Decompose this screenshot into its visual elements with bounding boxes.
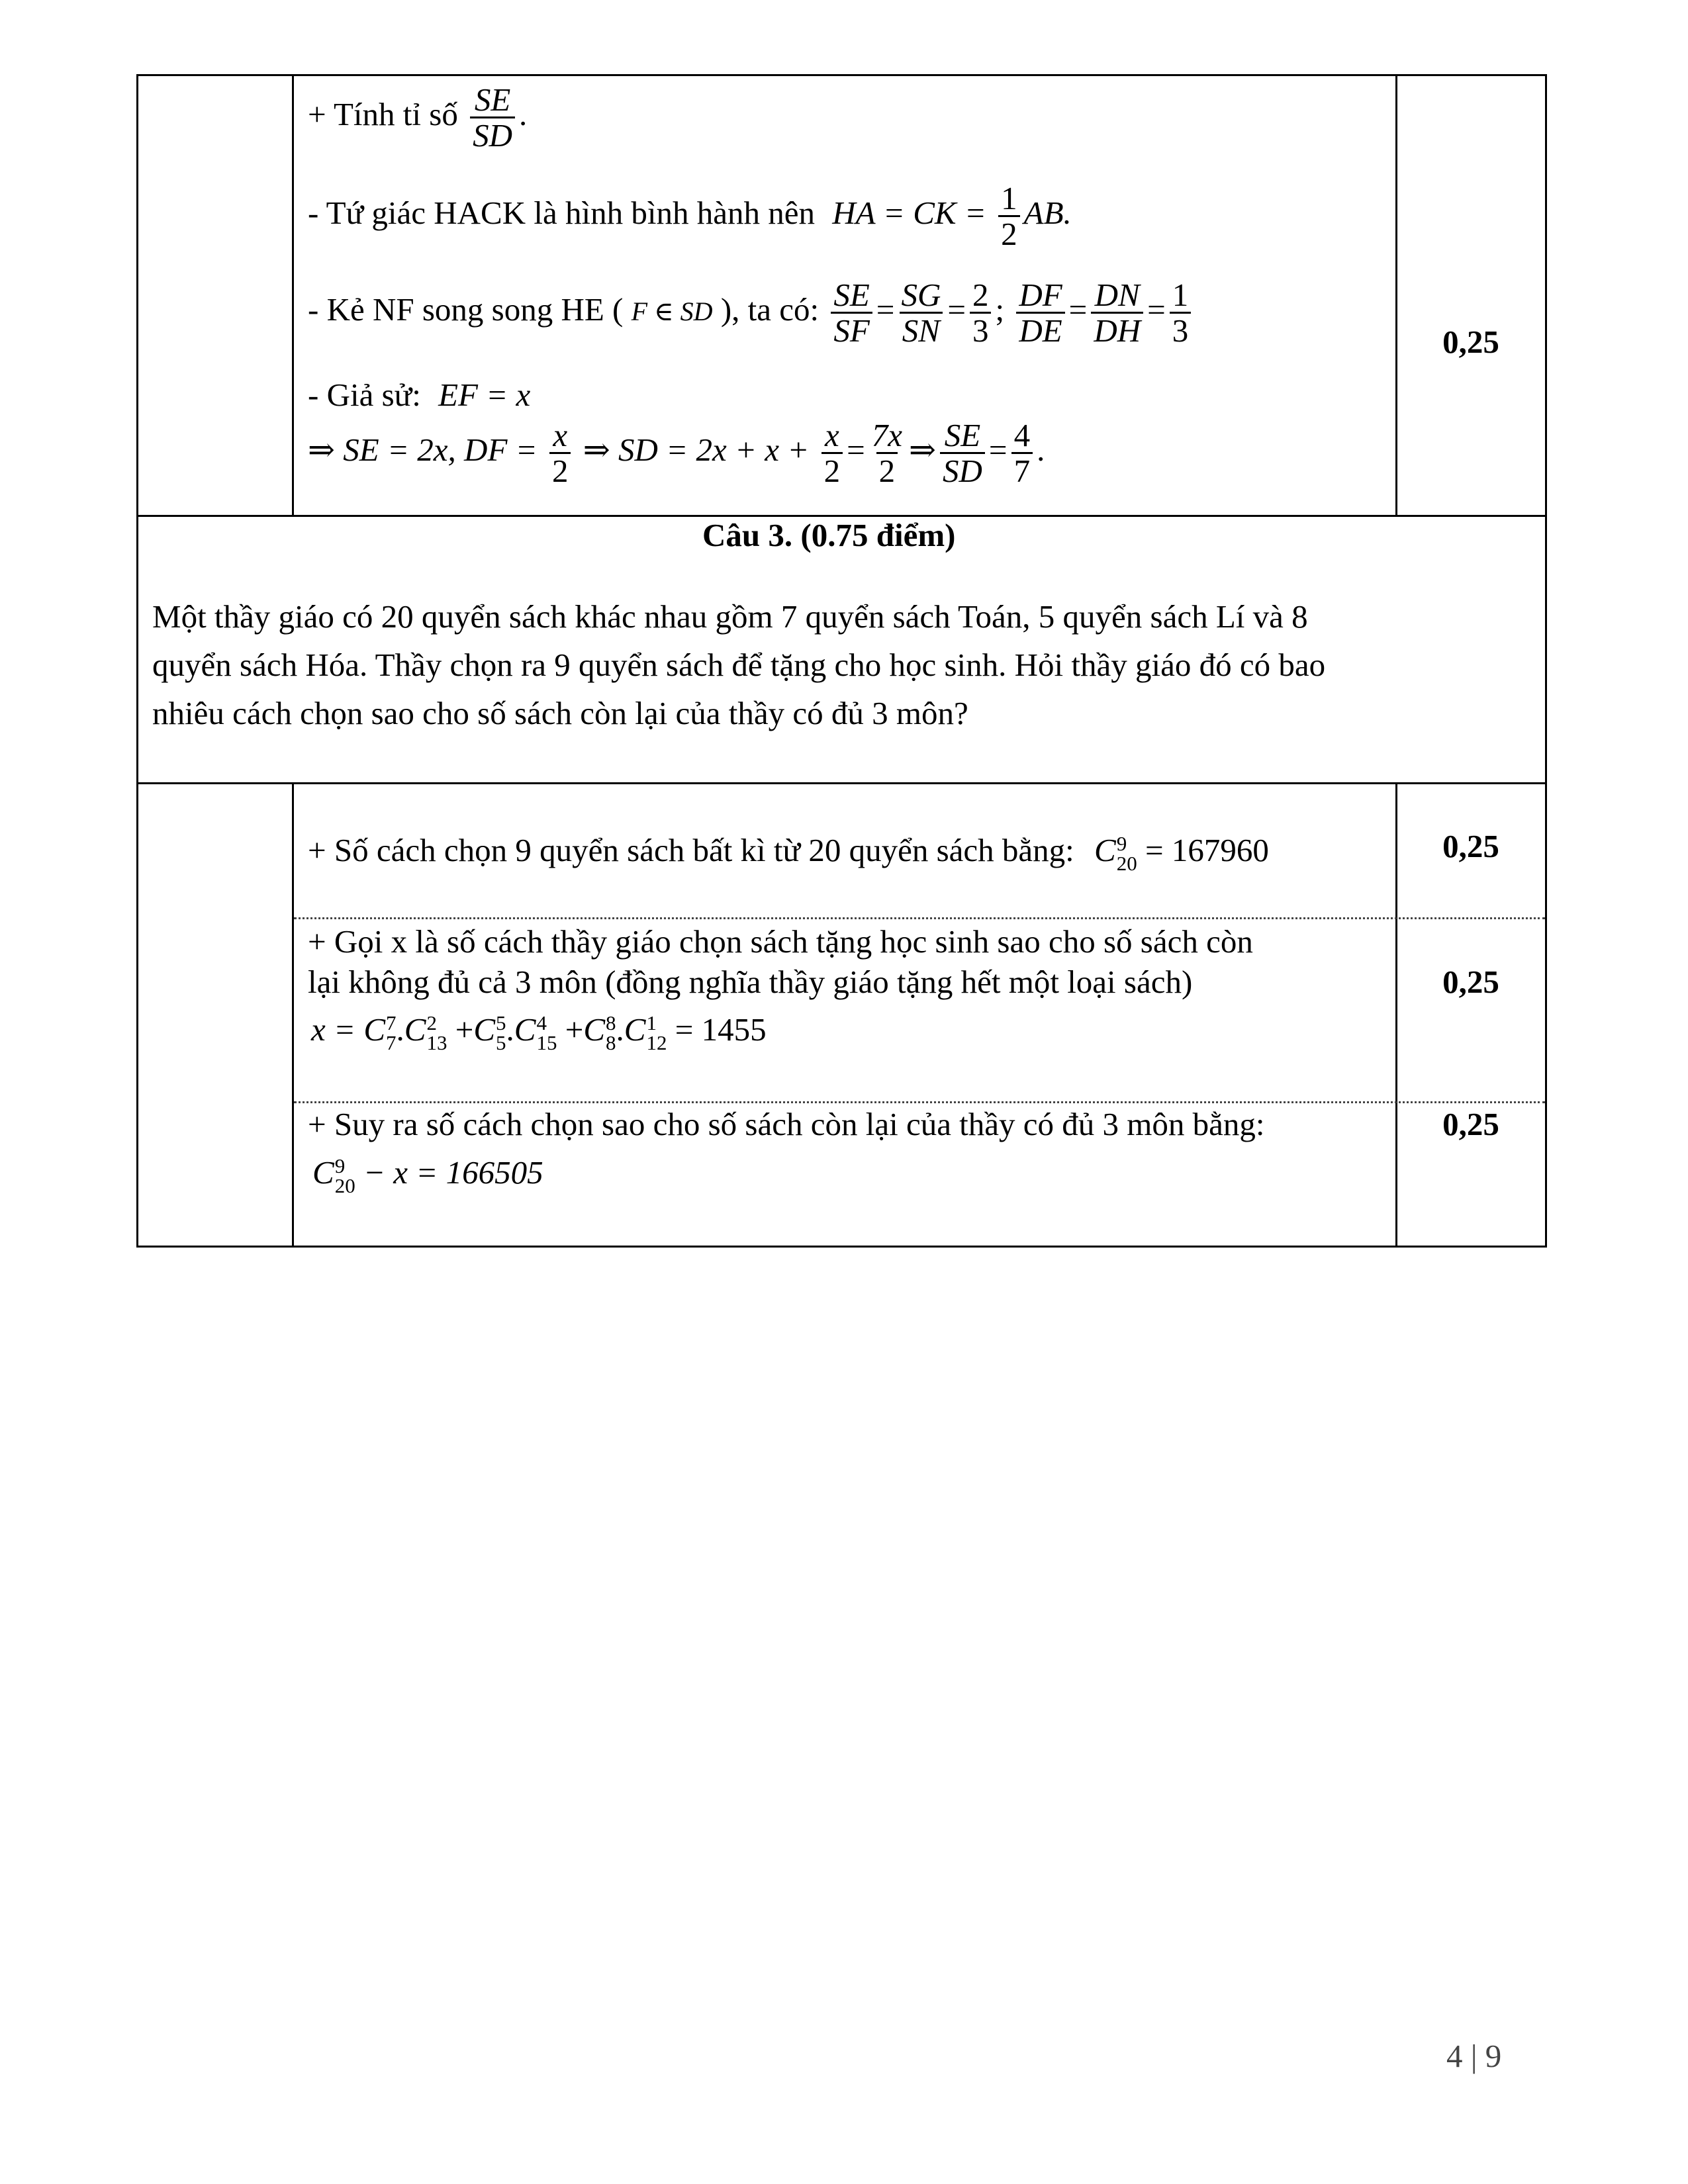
table-border-bottom [136,1246,1546,1248]
answer-row1: + Số cách chọn 9 quyển sách bất kì từ 20 quyển sách bằng: C 9 20 = 167960 [308,832,1269,875]
binom-20-9: 9 20 [1116,832,1137,875]
frac-se-sd-result: $\frac{SE}{SD}$ [940,418,985,488]
answer-row2-score: 0,25 [1442,964,1499,1000]
frac-x-2: $\frac{x}{2}$ [549,418,571,488]
fraction-half: $\frac{1}{2}$ [998,181,1020,251]
answer-row1-score: 0,25 [1442,828,1499,864]
step2-score: 0,25 [1442,324,1499,360]
binom-7-7: 7 7 [386,1011,397,1054]
binom-8-8: 8 8 [606,1011,616,1054]
question3-line-2: quyển sách Hóa. Thầy chọn ra 9 quyển sách để tặng cho học sinh. Hỏi thầy giáo đó có bao [152,647,1326,683]
frac-two-thirds: $\frac{2}{3}$ [970,278,992,348]
frac-one-third: $\frac{1}{3}$ [1170,278,1192,348]
question3-line-1: Một thầy giáo có 20 quyển sách khác nhau gồm 7 quyển sách Toán, 5 quyển sách Lí và 8 [152,598,1308,635]
step2-line2: - Tứ giác HACK là hình bình hành nên HA = CK = $\frac{1}{2}$ AB. [308,180,1072,253]
page-number: 4 | 9 [1446,2038,1502,2074]
binom-13-2: 2 13 [426,1011,447,1054]
frac-x-2b: $\frac{x}{2}$ [821,418,843,488]
step2-line3: - Kẻ NF song song HE ( F ∈ SD ), ta có: $\frac{SE}{SF}$ = $\frac{SG}{SN}$ = $\frac{2}{3}$ ; $\frac{DF}{DE}$ = $\frac{DN}{DH}$ = $\frac{1}{3}$ [308,278,1195,348]
binom-12-1: 1 12 [646,1011,667,1054]
answer-row3-score: 0,25 [1442,1106,1499,1142]
answer-row3-formula: C 9 20 − x = 166505 [312,1154,543,1197]
table-border-right [1545,74,1547,1248]
table-col-divider-2a [1395,74,1397,516]
answer-row2-line2: lại không đủ cả 3 môn (đồng nghĩa thầy giáo tặng hết một loại sách) [308,964,1193,1000]
question3-title: Câu 3. (0.75 điểm) [702,517,956,553]
ratio-se-sd: $\frac{SE}{SD}$ [470,83,515,153]
step2-line4: - Giả sử: EF = x [308,377,531,413]
dotted-divider-1 [294,917,1545,919]
step2-line1: + Tính tỉ số $\frac{SE}{SD}$ . [308,81,528,154]
answer-row3-line1: + Suy ra số cách chọn sao cho số sách còn lại của thầy có đủ 3 môn bằng: [308,1106,1265,1142]
table-border-top [136,74,1546,76]
frac-7x-2: $\frac{7x}{2}$ [871,417,902,490]
frac-4-7: $\frac{4}{7}$ [1011,418,1033,488]
table-col-divider-1b [292,782,294,1248]
table-col-divider-2b [1395,782,1397,1248]
step2-line5: ⇒ SE = 2x, DF = $\frac{x}{2}$ ⇒ SD = 2x + x + $\frac{x}{2}$ = $\frac{7x}{2}$ ⇒ $\frac{SE}{SD}$ = $\frac{4}{7}$ . [308,417,1045,490]
frac-sg-sn: $\frac{SG}{SN}$ [898,278,943,348]
frac-se-sf: $\frac{SE}{SF}$ [831,278,872,348]
answer-row2-line1: + Gọi x là số cách thầy giáo chọn sách tặng học sinh sao cho số sách còn [308,923,1253,960]
binom-20-9b: 9 20 [334,1154,355,1197]
frac-dn-dh: $\frac{DN}{DH}$ [1091,278,1143,348]
binom-15-4: 4 15 [536,1011,557,1054]
binom-5-5: 5 5 [496,1011,506,1054]
table-border-left [136,74,138,1248]
answer-row2-formula: x = C 7 7 .C 2 13 +C 5 5 .C 4 15 +C 8 8 .C 1 12 = 1455 [311,1011,767,1054]
question3-line-3: nhiêu cách chọn sao cho số sách còn lại của thầy có đủ 3 môn? [152,695,968,731]
table-row-divider-2 [136,782,1546,784]
frac-df-de: $\frac{DF}{DE}$ [1016,278,1064,348]
dotted-divider-2 [294,1101,1545,1103]
table-col-divider-1a [292,74,294,516]
